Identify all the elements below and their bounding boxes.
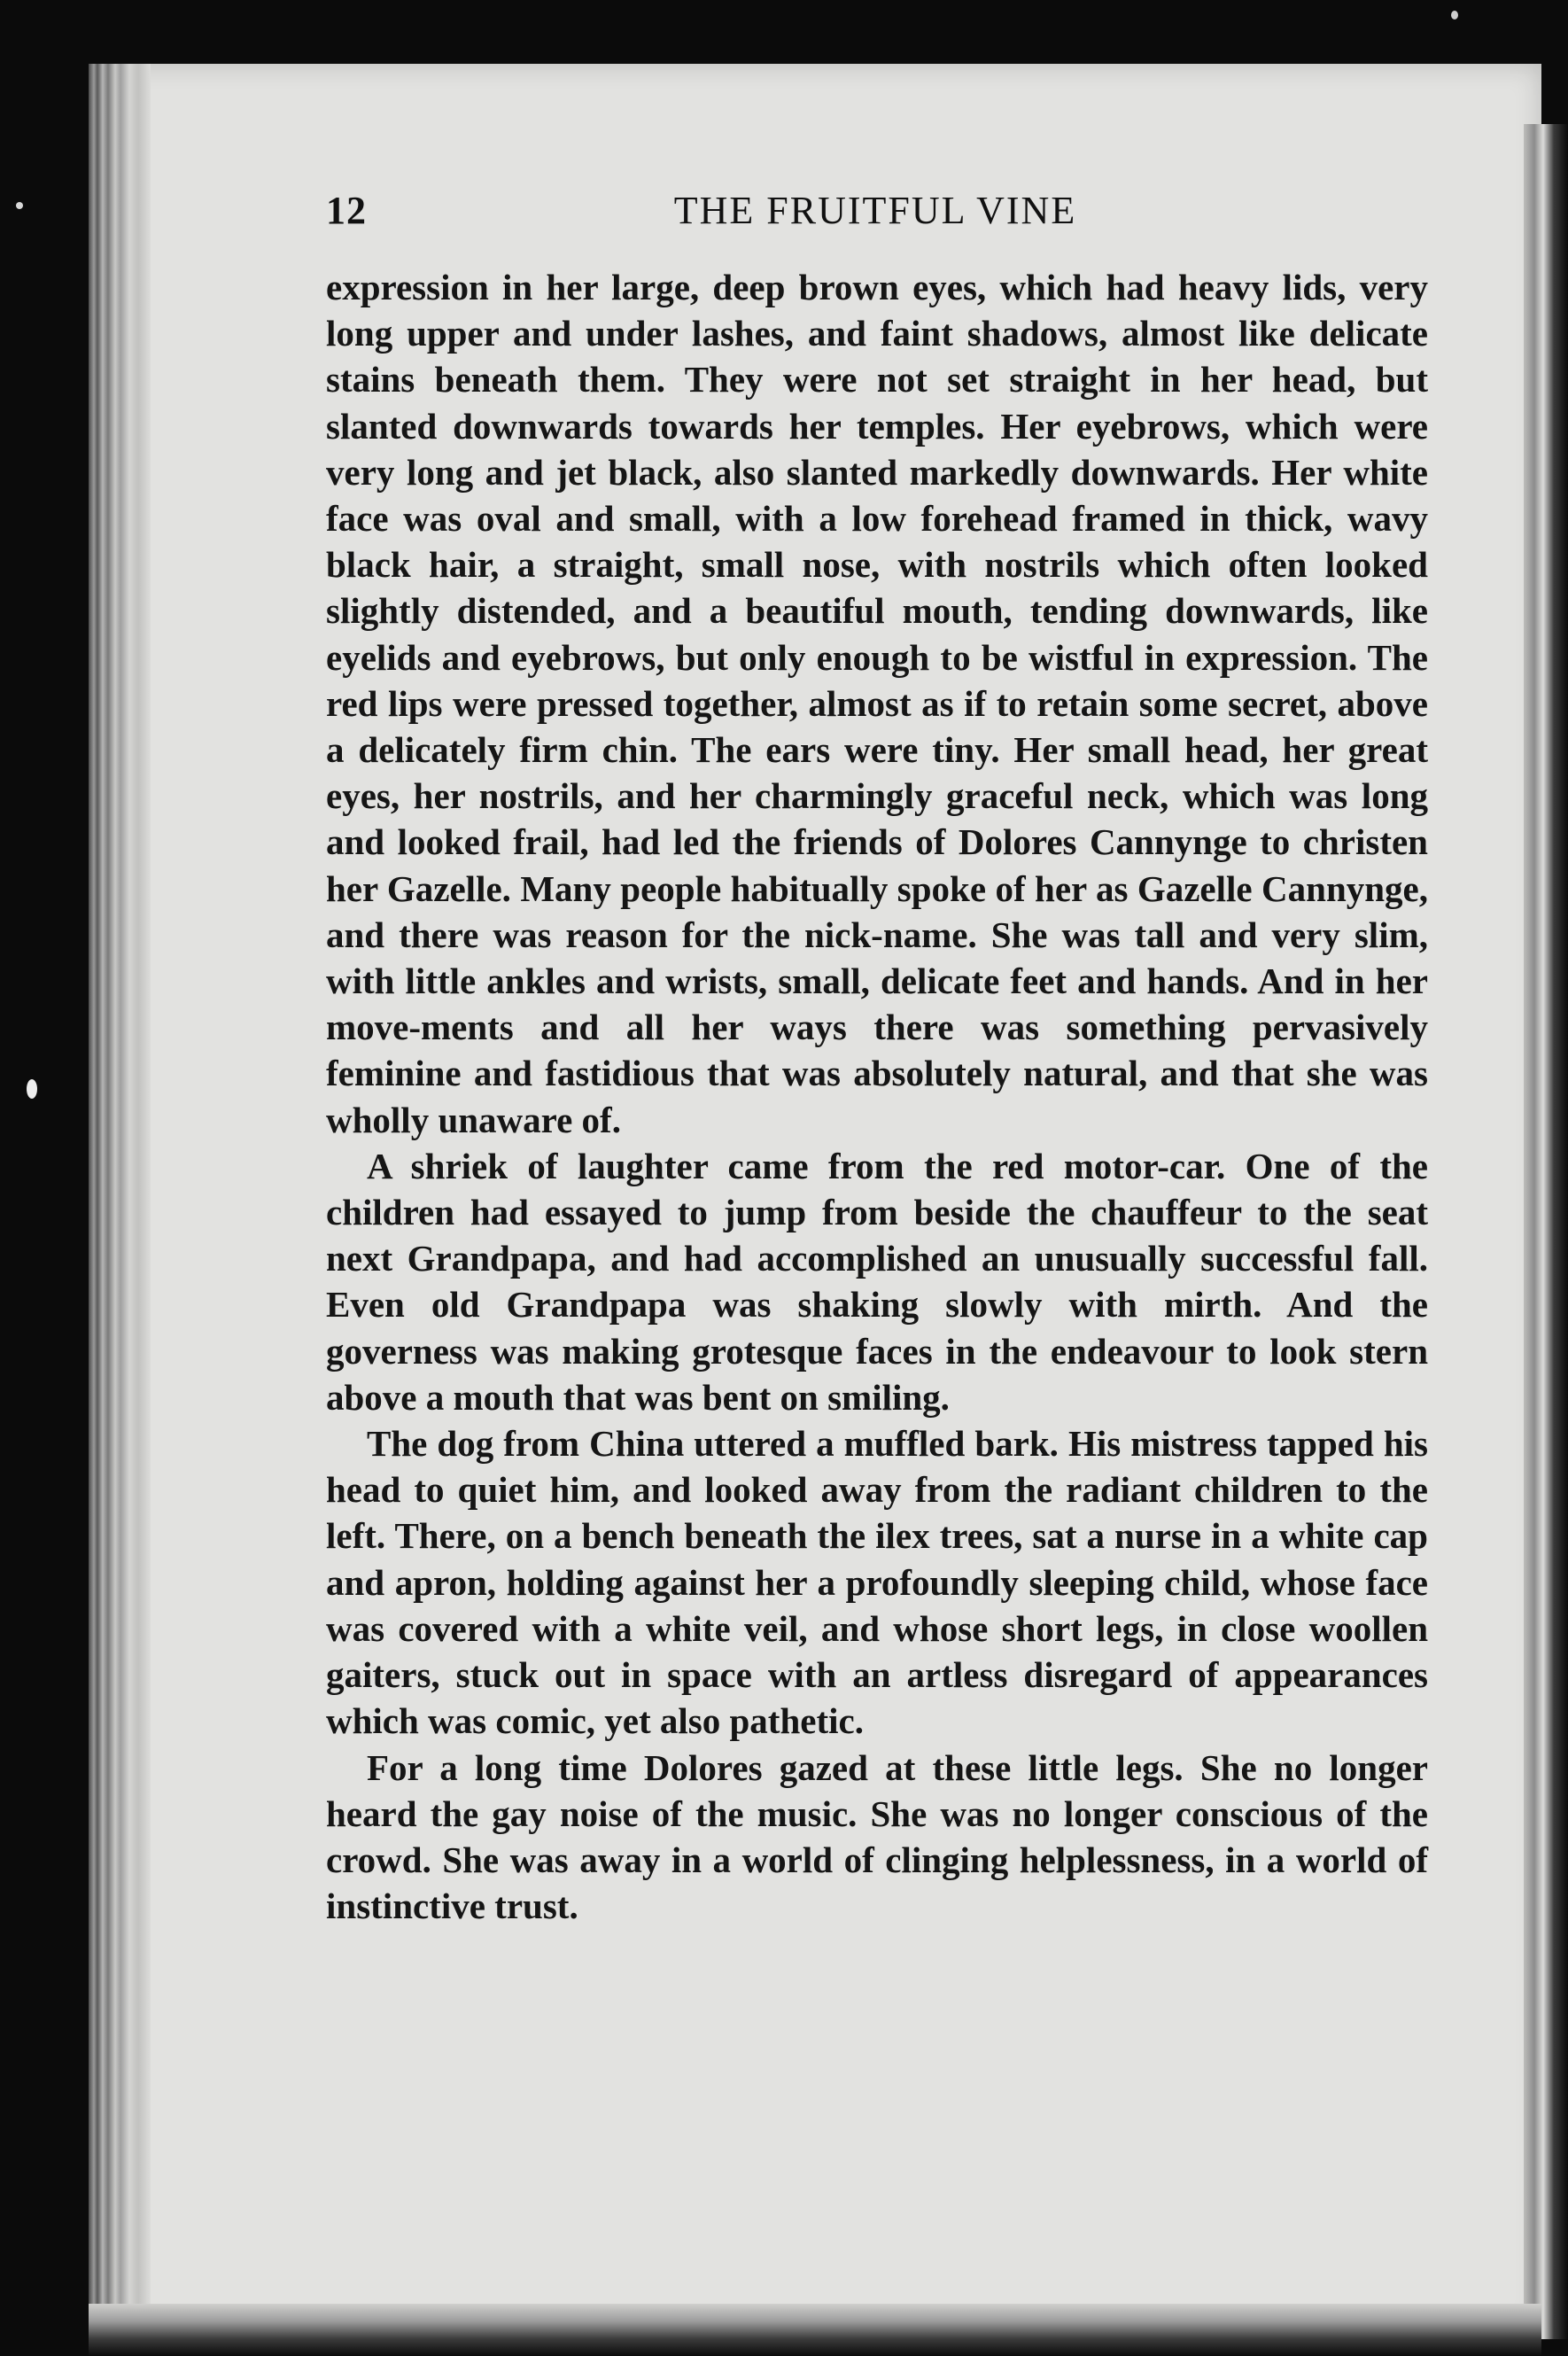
body-text [326, 264, 1428, 1929]
page-right-edge [1524, 124, 1568, 2339]
scan-speck [1451, 11, 1458, 19]
page-header [326, 188, 1424, 241]
scan-speck [16, 202, 23, 209]
paragraph-1: expression in her large, deep brown eyes, which had heavy lids, very long upper and under lashes, and faint shadows, almost like delicate stains beneath them. They were not set straight in her head, but slanted downwards towards her temples. Her eyebrows, which were very long and jet black, also slanted markedly downwards. Her white face was oval and small, with a low forehead framed in thick, wavy black hair, a straight, small nose, with nostrils which often looked slightly distended, and a beautiful mouth, tending downwards, like eyelids and eyebrows, but only enough to be wistful in expression. The red lips were pressed together, almost as if to retain some secret, above a delicately firm chin. The ears were tiny. Her small head, her great eyes, her nostrils, and her charmingly graceful neck, which was long and looked frail, had led the friends of Dolores Cannynge to christen her Gazelle. Many people habitually spoke of her as Gazelle Cannynge, and there was reason for the nick-name. She was tall and very slim, with little ankles and wrists, small, delicate feet and hands. And in her move-ments and all her ways there was something pervasively feminine and fastidious that was absolutely natural, and that she was wholly unaware of. [326, 267, 1428, 1140]
page-number: 12 [326, 189, 367, 232]
scan-speck [27, 1079, 37, 1099]
running-head: THE FRUITFUL VINE [673, 189, 1077, 232]
paragraph-2: A shriek of laughter came from the red motor-car. One of the children had essayed to jump from beside the chauffeur to the seat next Grandpapa, and had accomplished an unusually successful fall. Even old Grandpapa was shaking slowly with mirth. And the governess was making grotesque faces in the endeavour to look stern above a mouth that was bent on smiling. [326, 1145, 1428, 1418]
page-gutter [89, 64, 151, 2332]
page-bottom-edge [89, 2304, 1541, 2356]
paragraph-3: The dog from China uttered a muffled bark. His mistress tapped his head to quiet him, and looked away from the radiant children to the left. There, on a bench beneath the ilex trees, sat a nurse in a white cap and apron, holding against her a profoundly sleeping child, whose face was covered with a white veil, and whose short legs, in close woollen gaiters, stuck out in space with an artless disregard of appearances which was comic, yet also pathetic. [326, 1423, 1428, 1742]
paragraph-4: For a long time Dolores gazed at these little legs. She no longer heard the gay noise of the music. She was no longer conscious of the crowd. She was away in a world of clinging helplessness, in a world of instinctive trust. [326, 1746, 1428, 1927]
